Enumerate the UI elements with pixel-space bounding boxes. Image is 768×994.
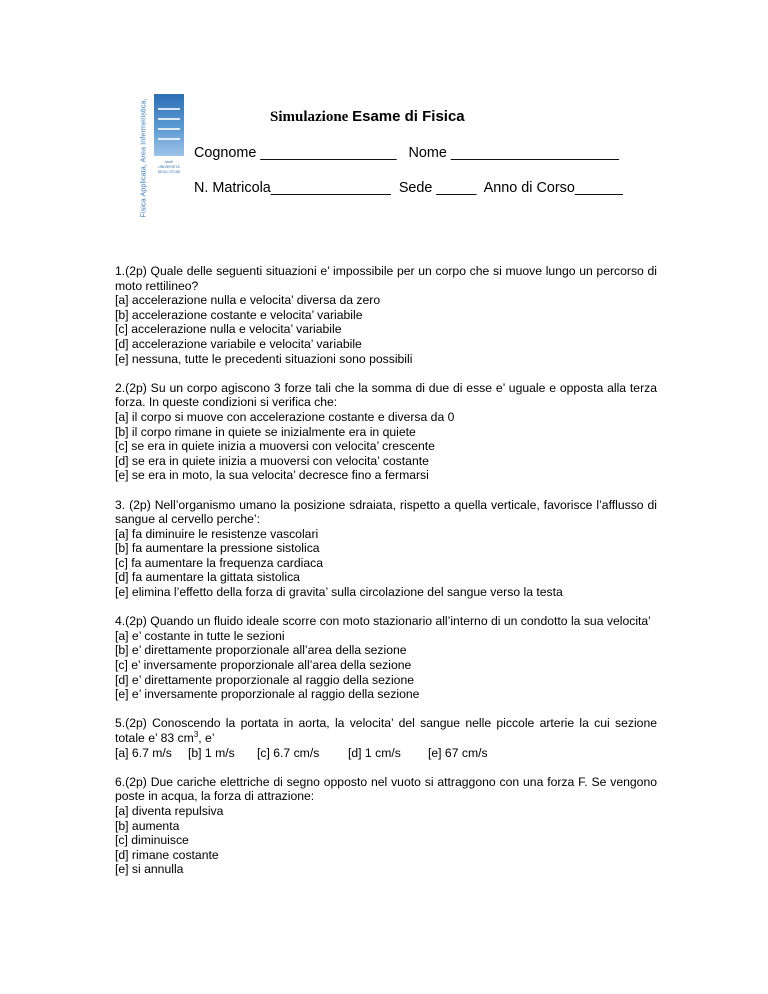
option-c: [c] 6.7 cm/s bbox=[257, 745, 320, 760]
option-e: [e] nessuna, tutte le precedenti situazioni sono possibili bbox=[115, 351, 413, 366]
header-matricola-line: N. Matricola_______________ Sede _____ Anno di Corso______ bbox=[194, 180, 623, 196]
question-3 bbox=[115, 498, 657, 600]
question-text: 6.(2p) Due cariche elettriche di segno opposto nel vuoto si attraggono con una forza F. Se vengono poste in acqua, la forza di attrazione: bbox=[115, 774, 657, 804]
option-b: [b] il corpo rimane in quiete se inizialmente era in quiete bbox=[115, 424, 416, 439]
option-e: [e] si annulla bbox=[115, 862, 184, 877]
option-c: [c] fa aumentare la frequenza cardiaca bbox=[115, 555, 323, 570]
options-row bbox=[115, 746, 657, 761]
question-1 bbox=[115, 264, 657, 366]
logo-side-text: Fisica Applicata, Area Infermeristica, bbox=[138, 98, 148, 218]
option-e: [e] elimina l’effetto della forza di gravita’ sulla circolazione del sangue verso la testa bbox=[115, 585, 563, 600]
option-b: [b] e’ direttamente proporzionale all’area della sezione bbox=[115, 643, 407, 658]
option-a: [a] e’ costante in tutte le sezioni bbox=[115, 628, 285, 643]
option-d: [d] se era in quiete inizia a muoversi con velocita’ costante bbox=[115, 453, 429, 468]
option-b: [b] accelerazione costante e velocita’ variabile bbox=[115, 307, 363, 322]
option-a: [a] il corpo si muove con accelerazione costante e diversa da 0 bbox=[115, 409, 455, 424]
option-a: [a] accelerazione nulla e velocita’ diversa da zero bbox=[115, 293, 381, 308]
option-a: [a] 6.7 m/s bbox=[115, 745, 172, 760]
option-c: [c] diminuisce bbox=[115, 833, 189, 848]
university-logo bbox=[136, 92, 186, 224]
option-e: [e] e’ inversamente proporzionale al raggio della sezione bbox=[115, 687, 420, 702]
question-text: 2.(2p) Su un corpo agiscono 3 forze tali che la somma di due di esse e’ uguale e opposta alla terza forza. In queste condizioni si verifica che: bbox=[115, 380, 657, 410]
option-c: [c] accelerazione nulla e velocita’ variabile bbox=[115, 322, 342, 337]
question-text: 3. (2p) Nell’organismo umano la posizione sdraiata, rispetto a quella verticale, favorisce l’afflusso di sangue al cervello perche’: bbox=[115, 497, 657, 527]
option-e: [e] se era in moto, la sua velocita’ decresce fino a fermarsi bbox=[115, 468, 429, 483]
option-a: [a] fa diminuire le resistenze vascolari bbox=[115, 526, 319, 541]
title-part1: Simulazione bbox=[270, 109, 349, 125]
option-d: [d] rimane costante bbox=[115, 847, 219, 862]
option-c: [c] se era in quiete inizia a muoversi con velocita’ crescente bbox=[115, 439, 435, 454]
option-a: [a] diventa repulsiva bbox=[115, 803, 224, 818]
option-b: [b] 1 m/s bbox=[188, 745, 235, 760]
option-d: [d] e’ direttamente proporzionale al raggio della sezione bbox=[115, 672, 415, 687]
logo-emblem-icon bbox=[154, 94, 184, 156]
question-text: 5.(2p) Conoscendo la portata in aorta, la velocita’ del sangue nelle piccole arterie la cui sezione totale e’ 83 $cm^3$, e’ bbox=[115, 716, 657, 745]
title-part2: Esame di Fisica bbox=[352, 108, 465, 125]
question-4 bbox=[115, 614, 657, 702]
option-b: [b] fa aumentare la pressione sistolica bbox=[115, 541, 320, 556]
question-list bbox=[115, 264, 657, 892]
option-d: [d] 1 cm/s bbox=[348, 745, 401, 760]
question-text: 1.(2p) Quale delle seguenti situazioni e’ impossibile per un corpo che si muove lungo un percorso di moto rettilineo? bbox=[115, 264, 657, 293]
option-d: [d] fa aumentare la gittata sistolica bbox=[115, 570, 300, 585]
question-6 bbox=[115, 775, 657, 877]
header-name-line: Cognome _________________ Nome _____________________ bbox=[194, 145, 619, 161]
page-title bbox=[270, 108, 465, 126]
question-2 bbox=[115, 381, 657, 483]
logo-subtext: studi UNIVERSITÀ DEGLI STUDI bbox=[157, 160, 181, 174]
option-e: [e] 67 cm/s bbox=[428, 745, 488, 760]
question-text: 4.(2p) Quando un fluido ideale scorre con moto stazionario all’interno di un condotto la sua velocita’ bbox=[115, 614, 651, 629]
option-c: [c] e’ inversamente proporzionale all’area della sezione bbox=[115, 658, 412, 673]
question-5 bbox=[115, 716, 657, 760]
option-d: [d] accelerazione variabile e velocita’ variabile bbox=[115, 336, 362, 351]
option-b: [b] aumenta bbox=[115, 818, 180, 833]
